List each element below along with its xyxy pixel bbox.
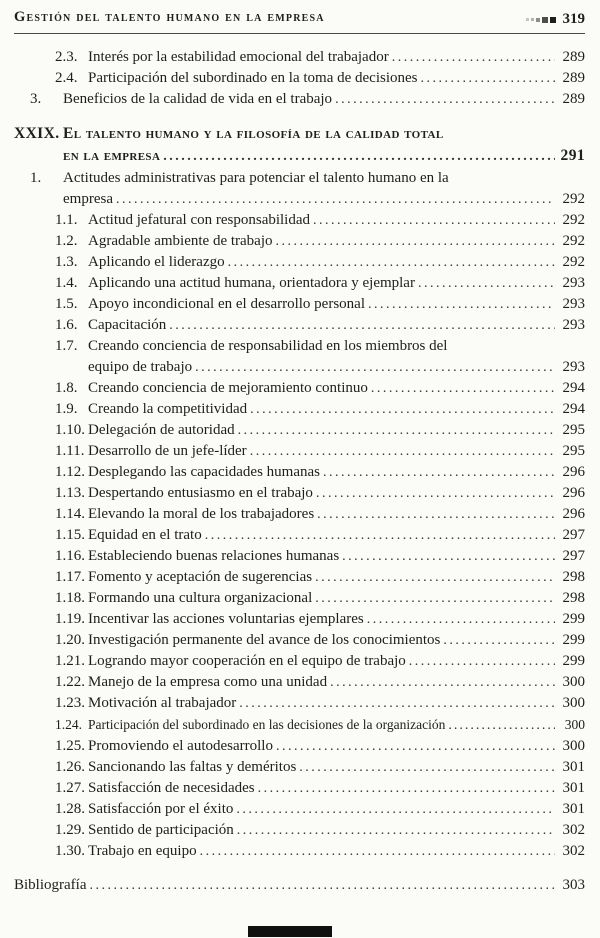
entry-text: Desplegando las capacidades humanas bbox=[88, 464, 320, 480]
entry-text: Motivación al trabajador bbox=[88, 695, 237, 711]
entry-page-number: 299 bbox=[562, 632, 585, 648]
entry-text: Elevando la moral de los trabajadores bbox=[88, 506, 315, 522]
entry-page-number: 294 bbox=[562, 380, 585, 396]
toc-entry bbox=[55, 47, 585, 68]
toc-entry bbox=[55, 820, 585, 841]
entry-number: 1.3. bbox=[55, 254, 78, 270]
entry-page-number: 292 bbox=[562, 233, 585, 249]
entry-text: Participación del subordinado en las decisiones de la organización bbox=[88, 717, 446, 732]
entry-number: 1.14. bbox=[55, 506, 85, 522]
dot-leader bbox=[299, 757, 555, 778]
entry-page-number: 295 bbox=[562, 443, 585, 459]
entry-text: empresa bbox=[63, 191, 113, 207]
toc-entry bbox=[55, 630, 585, 651]
toc-entry-line bbox=[55, 588, 585, 609]
toc-entry bbox=[55, 567, 585, 588]
entry-page-number: 296 bbox=[562, 506, 585, 522]
entry-page-number: 301 bbox=[562, 780, 585, 796]
toc-entry bbox=[55, 609, 585, 630]
entry-number: 1.4. bbox=[55, 275, 78, 291]
entry-number: 1.13. bbox=[55, 485, 85, 501]
toc-entry-line bbox=[55, 336, 585, 357]
entry-page-number: 301 bbox=[562, 801, 585, 817]
toc-entry-continuation-line bbox=[55, 357, 585, 378]
entry-number: 1.15. bbox=[55, 527, 85, 543]
dot-leader bbox=[409, 651, 555, 672]
entry-page-number: 292 bbox=[562, 191, 585, 207]
entry-text: Bibliografía bbox=[14, 877, 87, 893]
toc-entry bbox=[55, 672, 585, 693]
entry-page-number: 296 bbox=[562, 464, 585, 480]
entry-text: en la empresa bbox=[63, 147, 161, 164]
entry-text: Participación del subordinado en la toma de decisiones bbox=[88, 70, 418, 86]
toc-entry bbox=[14, 875, 585, 896]
entry-text: Aplicando una actitud humana, orientadora y ejemplar bbox=[88, 275, 415, 291]
dot-leader bbox=[238, 420, 555, 441]
entry-text: Manejo de la empresa como una unidad bbox=[88, 674, 328, 690]
toc-entry bbox=[55, 315, 585, 336]
toc-entry bbox=[55, 273, 585, 294]
toc-entry-line bbox=[55, 378, 585, 399]
toc-entry-line bbox=[55, 736, 585, 757]
entry-page-number: 292 bbox=[562, 212, 585, 228]
entry-page-number: 302 bbox=[562, 843, 585, 859]
toc-entry-line bbox=[55, 315, 585, 336]
entry-page-number: 289 bbox=[562, 70, 585, 86]
toc-entry-line bbox=[55, 841, 585, 862]
entry-text: Capacitación bbox=[88, 317, 167, 333]
header-ornament-squares-icon bbox=[526, 17, 556, 23]
entry-text: Formando una cultura organizacional bbox=[88, 590, 313, 606]
toc-entry-line bbox=[55, 820, 585, 841]
entry-text: Despertando entusiasmo en el trabajo bbox=[88, 485, 313, 501]
entry-number: 1.26. bbox=[55, 759, 85, 775]
toc-entry bbox=[55, 714, 585, 736]
entry-page-number: 294 bbox=[562, 401, 585, 417]
toc-entry bbox=[55, 378, 585, 399]
entry-text: equipo de trabajo bbox=[88, 359, 193, 375]
entry-number: 1.12. bbox=[55, 464, 85, 480]
entry-number: 1.2. bbox=[55, 233, 78, 249]
header-page-number: 319 bbox=[562, 11, 585, 27]
dot-leader bbox=[317, 504, 555, 525]
dot-leader bbox=[313, 210, 555, 231]
entry-text: Trabajo en equipo bbox=[88, 843, 197, 859]
entry-text: Aplicando el liderazgo bbox=[88, 254, 225, 270]
entry-text: Sentido de participación bbox=[88, 822, 234, 838]
toc-entry bbox=[55, 588, 585, 609]
entry-text: Actitud jefatural con responsabilidad bbox=[88, 212, 311, 228]
toc-entry-line bbox=[55, 294, 585, 315]
entry-number: 1.10. bbox=[55, 422, 85, 438]
dot-leader bbox=[116, 189, 555, 210]
entry-number: 1.22. bbox=[55, 674, 85, 690]
entry-page-number: 299 bbox=[562, 611, 585, 627]
toc-entry-line bbox=[55, 630, 585, 651]
dot-leader bbox=[335, 89, 555, 110]
toc-entry bbox=[55, 420, 585, 441]
dot-leader bbox=[89, 875, 555, 896]
entry-number: 1.16. bbox=[55, 548, 85, 564]
toc-entry bbox=[55, 504, 585, 525]
toc-entry-line bbox=[14, 123, 585, 145]
toc-entry-line bbox=[55, 210, 585, 231]
entry-number: 1.21. bbox=[55, 653, 85, 669]
dot-leader bbox=[250, 441, 555, 462]
entry-number: XXIX. bbox=[14, 125, 60, 142]
entry-number: 1.25. bbox=[55, 738, 85, 754]
toc-entry-line bbox=[55, 231, 585, 252]
toc-entry bbox=[55, 68, 585, 89]
entry-page-number: 297 bbox=[562, 527, 585, 543]
toc-entry bbox=[55, 483, 585, 504]
entry-text: Investigación permanente del avance de los conocimientos bbox=[88, 632, 441, 648]
entry-number: 1.24. bbox=[55, 717, 82, 732]
entry-text: Creando conciencia de responsabilidad en los miembros del bbox=[88, 338, 448, 354]
entry-page-number: 300 bbox=[564, 717, 585, 732]
entry-page-number: 298 bbox=[562, 569, 585, 585]
entry-text: Sancionando las faltas y deméritos bbox=[88, 759, 297, 775]
toc-entry-line bbox=[55, 567, 585, 588]
entry-number: 1.18. bbox=[55, 590, 85, 606]
toc-entry-line bbox=[55, 441, 585, 462]
entry-page-number: 292 bbox=[562, 254, 585, 270]
entry-text: Logrando mayor cooperación en el equipo de trabajo bbox=[88, 653, 406, 669]
entry-number: 1.1. bbox=[55, 212, 78, 228]
toc-entry bbox=[55, 525, 585, 546]
toc-entry-line bbox=[55, 757, 585, 778]
dot-leader bbox=[276, 231, 556, 252]
toc-entry bbox=[55, 736, 585, 757]
toc-entry bbox=[55, 757, 585, 778]
dot-leader bbox=[258, 778, 555, 799]
entry-text: Beneficios de la calidad de vida en el trabajo bbox=[63, 91, 333, 107]
toc-entry-continuation-line bbox=[14, 145, 585, 168]
dot-leader bbox=[169, 315, 555, 336]
toc-entry-line bbox=[55, 714, 585, 736]
toc-entry bbox=[55, 210, 585, 231]
entry-page-number: 293 bbox=[562, 296, 585, 312]
entry-text: Equidad en el trato bbox=[88, 527, 202, 543]
toc-entry-line bbox=[55, 546, 585, 567]
toc-entry-line bbox=[30, 89, 585, 110]
toc-entry bbox=[30, 168, 585, 210]
entry-page-number: 293 bbox=[562, 359, 585, 375]
entry-page-number: 296 bbox=[562, 485, 585, 501]
table-of-contents bbox=[14, 47, 585, 896]
toc-entry-line bbox=[55, 462, 585, 483]
toc-entry bbox=[55, 693, 585, 714]
toc-entry-line bbox=[55, 483, 585, 504]
header-right bbox=[526, 11, 586, 28]
dot-leader bbox=[342, 546, 555, 567]
dot-leader bbox=[315, 588, 555, 609]
entry-page-number: 291 bbox=[560, 147, 585, 164]
entry-text: Satisfacción de necesidades bbox=[88, 780, 255, 796]
entry-page-number: 293 bbox=[562, 317, 585, 333]
page-header bbox=[14, 9, 585, 34]
dot-leader bbox=[163, 145, 555, 168]
entry-page-number: 298 bbox=[562, 590, 585, 606]
dot-leader bbox=[228, 252, 555, 273]
entry-number: 1.20. bbox=[55, 632, 85, 648]
dot-leader bbox=[392, 47, 555, 68]
toc-entry-line bbox=[55, 609, 585, 630]
dot-leader bbox=[368, 294, 555, 315]
toc-entry-line bbox=[55, 420, 585, 441]
entry-number: 1. bbox=[30, 170, 42, 186]
entry-page-number: 301 bbox=[562, 759, 585, 775]
toc-entry bbox=[30, 89, 585, 110]
dot-leader bbox=[276, 736, 555, 757]
dot-leader bbox=[330, 672, 555, 693]
dot-leader bbox=[237, 820, 555, 841]
toc-entry bbox=[55, 841, 585, 862]
entry-text: Promoviendo el autodesarrollo bbox=[88, 738, 273, 754]
toc-entry bbox=[55, 462, 585, 483]
entry-page-number: 289 bbox=[562, 91, 585, 107]
running-head-title: Gestión del talento humano en la empresa bbox=[14, 9, 325, 25]
entry-number: 1.23. bbox=[55, 695, 85, 711]
toc-entry-line bbox=[55, 778, 585, 799]
entry-number: 1.7. bbox=[55, 338, 78, 354]
entry-number: 1.27. bbox=[55, 780, 85, 796]
toc-entry-line bbox=[14, 875, 585, 896]
dot-leader bbox=[250, 399, 555, 420]
toc-entry-line bbox=[55, 273, 585, 294]
toc-entry-line bbox=[55, 399, 585, 420]
dot-leader bbox=[315, 567, 555, 588]
dot-leader bbox=[443, 630, 555, 651]
toc-entry-line bbox=[55, 525, 585, 546]
entry-page-number: 293 bbox=[562, 275, 585, 291]
entry-number: 1.19. bbox=[55, 611, 85, 627]
toc-entry-line bbox=[55, 672, 585, 693]
dot-leader bbox=[418, 273, 555, 294]
entry-page-number: 297 bbox=[562, 548, 585, 564]
dot-leader bbox=[323, 462, 555, 483]
entry-page-number: 295 bbox=[562, 422, 585, 438]
toc-entry bbox=[14, 123, 585, 168]
dot-leader bbox=[371, 378, 555, 399]
entry-number: 2.4. bbox=[55, 70, 78, 86]
dot-leader bbox=[448, 714, 555, 736]
dot-leader bbox=[239, 693, 555, 714]
dot-leader bbox=[236, 799, 555, 820]
entry-page-number: 289 bbox=[562, 49, 585, 65]
entry-text: Creando la competitividad bbox=[88, 401, 248, 417]
entry-text: Agradable ambiente de trabajo bbox=[88, 233, 273, 249]
entry-number: 1.8. bbox=[55, 380, 78, 396]
entry-number: 1.5. bbox=[55, 296, 78, 312]
entry-page-number: 299 bbox=[562, 653, 585, 669]
dot-leader bbox=[421, 68, 556, 89]
entry-text: Delegación de autoridad bbox=[88, 422, 235, 438]
toc-entry-line bbox=[55, 504, 585, 525]
scan-artifact-bar bbox=[248, 926, 332, 937]
entry-page-number: 300 bbox=[562, 738, 585, 754]
dot-leader bbox=[200, 841, 555, 862]
toc-entry bbox=[55, 336, 585, 378]
toc-entry-line bbox=[55, 252, 585, 273]
toc-entry bbox=[55, 231, 585, 252]
entry-page-number: 302 bbox=[562, 822, 585, 838]
entry-number: 1.11. bbox=[55, 443, 85, 459]
entry-number: 1.29. bbox=[55, 822, 85, 838]
toc-entry-line bbox=[55, 68, 585, 89]
toc-entry-line bbox=[55, 693, 585, 714]
toc-entry bbox=[55, 294, 585, 315]
dot-leader bbox=[195, 357, 555, 378]
toc-entry-line bbox=[55, 47, 585, 68]
entry-number: 1.17. bbox=[55, 569, 85, 585]
entry-text: Desarrollo de un jefe-líder bbox=[88, 443, 247, 459]
entry-number: 1.6. bbox=[55, 317, 78, 333]
entry-number: 1.30. bbox=[55, 843, 85, 859]
dot-leader bbox=[367, 609, 555, 630]
entry-number: 3. bbox=[30, 91, 42, 107]
entry-number: 1.9. bbox=[55, 401, 78, 417]
toc-entry bbox=[55, 441, 585, 462]
entry-text: Apoyo incondicional en el desarrollo personal bbox=[88, 296, 366, 312]
entry-text: Creando conciencia de mejoramiento continuo bbox=[88, 380, 368, 396]
entry-page-number: 303 bbox=[562, 877, 585, 893]
dot-leader bbox=[205, 525, 555, 546]
entry-text: Incentivar las acciones voluntarias ejemplares bbox=[88, 611, 364, 627]
dot-leader bbox=[316, 483, 555, 504]
toc-entry bbox=[55, 546, 585, 567]
toc-entry bbox=[55, 399, 585, 420]
toc-entry-continuation-line bbox=[30, 189, 585, 210]
toc-entry-line bbox=[30, 168, 585, 189]
entry-text: El talento humano y la filosofía de la calidad total bbox=[63, 125, 444, 142]
toc-entry bbox=[55, 799, 585, 820]
toc-entry bbox=[55, 651, 585, 672]
entry-number: 2.3. bbox=[55, 49, 78, 65]
toc-entry bbox=[55, 778, 585, 799]
entry-text: Actitudes administrativas para potenciar el talento humano en la bbox=[63, 170, 449, 186]
entry-page-number: 300 bbox=[562, 674, 585, 690]
entry-text: Satisfacción por el éxito bbox=[88, 801, 234, 817]
entry-number: 1.28. bbox=[55, 801, 85, 817]
toc-entry bbox=[55, 252, 585, 273]
entry-text: Interés por la estabilidad emocional del trabajador bbox=[88, 49, 389, 65]
entry-text: Estableciendo buenas relaciones humanas bbox=[88, 548, 340, 564]
toc-entry-line bbox=[55, 651, 585, 672]
entry-page-number: 300 bbox=[562, 695, 585, 711]
entry-text: Fomento y aceptación de sugerencias bbox=[88, 569, 313, 585]
toc-entry-line bbox=[55, 799, 585, 820]
